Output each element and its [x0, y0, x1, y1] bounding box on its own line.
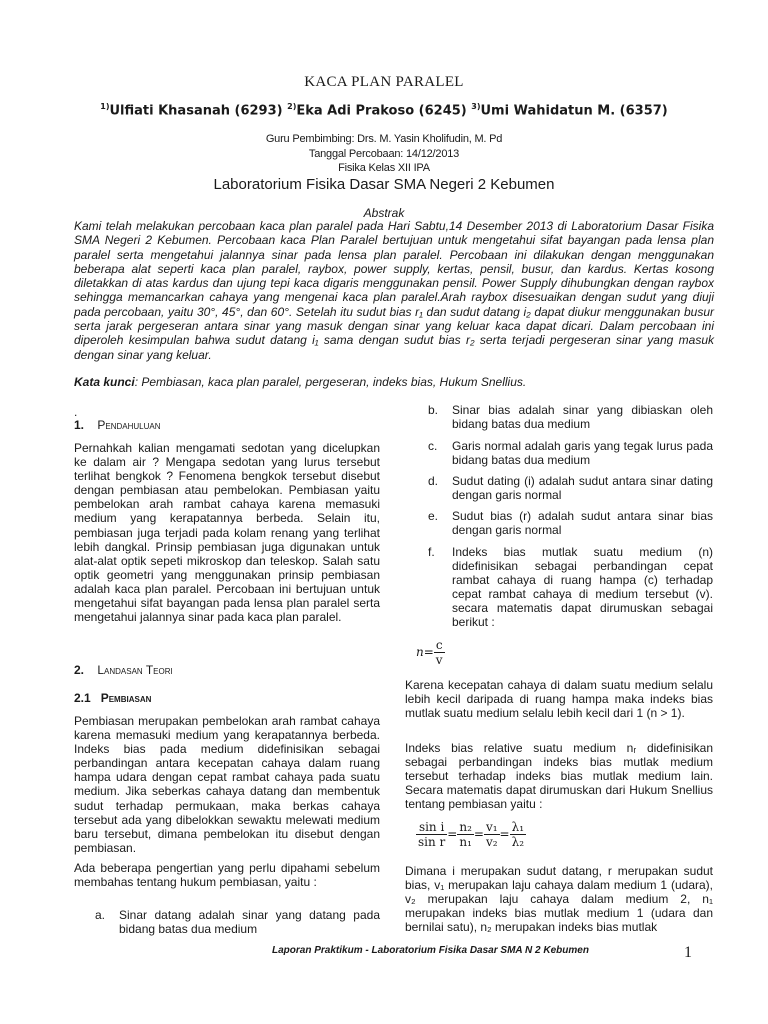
section-2-number: 2. — [74, 663, 85, 677]
keywords-text: : Pembiasan, kaca plan paralel, pergeseran, indeks bias, Hukum Snellius. — [134, 375, 527, 389]
list-item-f-text: Indeks bias mutlak suatu medium (n) didefinisikan sebagai perbandingan cepat rambat cahaya di ruang hampa (c) terhadap cepat rambat cahaya di medium tersebut (v). secara matematis dapat dirumuskan sebagai berikut : — [452, 545, 713, 630]
section-1-number: 1. — [74, 418, 85, 432]
keywords — [74, 375, 714, 389]
formula-index-of-refraction — [416, 638, 445, 667]
snell-f2-num: n₂ — [459, 820, 472, 834]
author-1-mark: 1) — [100, 102, 110, 111]
snell-eq-1: = — [447, 827, 458, 841]
list-item-a-label: a. — [95, 908, 106, 922]
formula1-denominator: v — [435, 653, 443, 667]
section-1-title: Pendahuluan — [97, 418, 161, 432]
section-2-title: Landasan Teori — [97, 663, 173, 677]
section-2-1-title: Pembiasan — [100, 691, 152, 705]
snell-f4-den: λ₂ — [511, 835, 525, 849]
snell-f1-den: sin r — [418, 835, 446, 849]
beberapa-paragraph: Ada beberapa pengertian yang perlu dipahami sebelum membahas tentang hukum pembiasan, yaitu : — [74, 861, 380, 890]
author-2-mark: 2) — [287, 102, 297, 111]
author-3-name: Umi Wahidatun M. (6357) — [480, 103, 668, 119]
list-item-b-label: b. — [428, 403, 439, 417]
section-2-1-number: 2.1 — [74, 691, 91, 705]
list-item-d-label: d. — [428, 474, 439, 488]
list-item-f — [428, 545, 713, 630]
snell-eq-2: = — [473, 827, 484, 841]
list-item-e-text: Sudut bias (r) adalah sudut antara sinar bias dengan garis normal — [452, 509, 713, 538]
list-item-b-text: Sinar bias adalah sinar yang dibiaskan oleh bidang batas dua medium — [452, 403, 713, 432]
snell-f4-num: λ₁ — [511, 820, 525, 834]
intro-paragraph: Pernahkah kalian mengamati sedotan yang dicelupkan ke dalam air ? Mengapa sedotan yang lurus tersebut terlihat bengkok ? Fenomena bengkok tersebut disebut dengan pembiasan atau pembelokan. Pembiasan yaitu pembelokan arah rambat cahaya karena memasuki medium yang kerapatannya berbeda. Selain itu, pembiasan juga terjadi pada kolam renang yang terlihat lebih dangkal. Prinsip pembiasan juga digunakan untuk alat-alat optik sepeti mikroskop dan teleskop. Salah satu optik geometri yang menggunakan prinsip pembiasan adalah kaca plan paralel. Percobaan ini bertujuan untuk mengetahui sifat bayangan pada lensa plan paralel serta mengetahui jalannya sinar pada kaca plan paralel. — [74, 441, 380, 625]
author-1-name: Ulfiati Khasanah (6293) — [109, 103, 288, 119]
list-item-e — [428, 509, 713, 538]
list-item-d — [428, 474, 713, 503]
page-footer: Laporan Praktikum - Laboratorium Fisika Dasar SMA N 2 Kebumen — [272, 945, 589, 956]
list-item-d-text: Sudut dating (i) adalah sudut antara sinar dating dengan garis normal — [452, 474, 713, 503]
list-item-a — [95, 908, 380, 937]
section-2-1-heading — [74, 691, 380, 705]
snell-f3-num: v₁ — [485, 820, 498, 834]
stray-dot: . — [74, 405, 78, 419]
karena-paragraph: Karena kecepatan cahaya di dalam suatu medium selalu lebih kecil daripada di ruang hampa maka indeks bias mutlak suatu medium selalu lebih kecil dari 1 (n > 1). — [405, 678, 713, 721]
snell-f3-den: v₂ — [485, 835, 498, 849]
formula-snellius — [416, 820, 526, 849]
date-line: Tanggal Percobaan: 14/12/2013 — [308, 148, 460, 160]
abstract-text: Kami telah melakukan percobaan kaca plan paralel pada Hari Sabtu,14 Desember 2013 di Laboratorium Dasar Fisika SMA Negeri 2 Kebumen. Percobaan kaca Plan Paralel bertujuan untuk mengetahui sifat bayangan pada lensa plan paralel serta mengetahui jalannya sinar pada lensa plan paralel. Percobaan ini dilakukan dengan menggunakan beberapa alat seperti kaca plan paralel, raybox, power supply, kertas, pensil, busur, dan kardus. Kertas kosong diletakkan di atas kardus dan ujung tepi kaca digaris menggunakan pensil. Power Supply dihubungkan dengan raybox sehingga memancarkan cahaya yang mengenai kaca plan paralel.Arah raybox disesuaikan dengan sudut yang diuji pada percobaan, yaitu 30°, 45°, dan 60°. Setelah itu sudut bias r₁ dan sudut datang i₂ dapat diukur menggunakan busur serta jarak pergeseran antara sinar yang masuk dengan sinar yang keluar kaca dapat dicari. Dalam percobaan ini diperoleh kesimpulan bahwa sudut datang i₁ sama dengan sudut bias r₂ serta terjadi pergeseran sinar yang masuk dengan sinar yang keluar. — [74, 219, 714, 362]
list-item-a-text: Sinar datang adalah sinar yang datang pada bidang batas dua medium — [119, 908, 380, 937]
author-list — [0, 102, 768, 118]
author-2-name: Eka Adi Prakoso (6245) — [296, 103, 472, 119]
list-item-f-label: f. — [428, 545, 435, 559]
snell-eq-3: = — [499, 827, 510, 841]
author-3-mark: 3) — [471, 102, 481, 111]
section-1-heading — [74, 418, 380, 432]
class-line: Fisika Kelas XII IPA — [338, 162, 430, 174]
supervisor-line: Guru Pembimbing: Drs. M. Yasin Kholifudin, M. Pd — [265, 133, 503, 145]
formula1-numerator: c — [434, 638, 445, 653]
section-2-heading — [74, 663, 380, 677]
page-number: 1 — [684, 944, 692, 961]
snell-f2-den: n₁ — [459, 835, 472, 849]
snell-f1-num: sin i — [416, 820, 447, 835]
relative-index-paragraph: Indeks bias relative suatu medium nᵣ didefinisikan sebagai perbandingan indeks bias mutlak medium tersebut terhadap indeks bias mutlak medium lain. Secara matematis dapat dirumuskan dari Hukum Snellius tentang pembiasan yaitu : — [405, 741, 713, 812]
lab-name: Laboratorium Fisika Dasar SMA Negeri 2 Kebumen — [213, 176, 555, 193]
abstract-heading: Abstrak — [363, 206, 405, 220]
list-item-c — [428, 439, 713, 468]
list-item-c-label: c. — [428, 439, 438, 453]
dimana-paragraph: Dimana i merupakan sudut datang, r merupakan sudut bias, v₁ merupakan laju cahaya dalam medium 1 (udara), v₂ merupakan laju cahaya dalam medium 2, n₁ merupakan indeks bias mutlak medium 1 (udara dan bernilai satu), n₂ merupakan indeks bias mutlak — [405, 864, 713, 935]
list-item-b — [428, 403, 713, 432]
paper-title: KACA PLAN PARALEL — [304, 74, 464, 90]
formula1-lhs: n= — [416, 645, 434, 659]
list-item-c-text: Garis normal adalah garis yang tegak lurus pada bidang batas dua medium — [452, 439, 713, 468]
pembiasan-paragraph: Pembiasan merupakan pembelokan arah rambat cahaya karena memasuki medium yang kerapatannya berbeda. Indeks bias pada medium didefinisikan sebagai perbandingan antara kecepatan cahaya dalam ruang hampa udara dengan cepat rambat cahaya pada suatu medium. Jika seberkas cahaya datang dan membentuk sudut terhadap permukaan, maka berkas cahaya tersebut ada yang dibelokkan sewaktu melewati medium baru tersebut, dimana pembelokan itu disebut dengan pembiasan. — [74, 714, 380, 855]
keywords-label: Kata kunci — [74, 375, 135, 389]
list-item-e-label: e. — [428, 509, 439, 523]
